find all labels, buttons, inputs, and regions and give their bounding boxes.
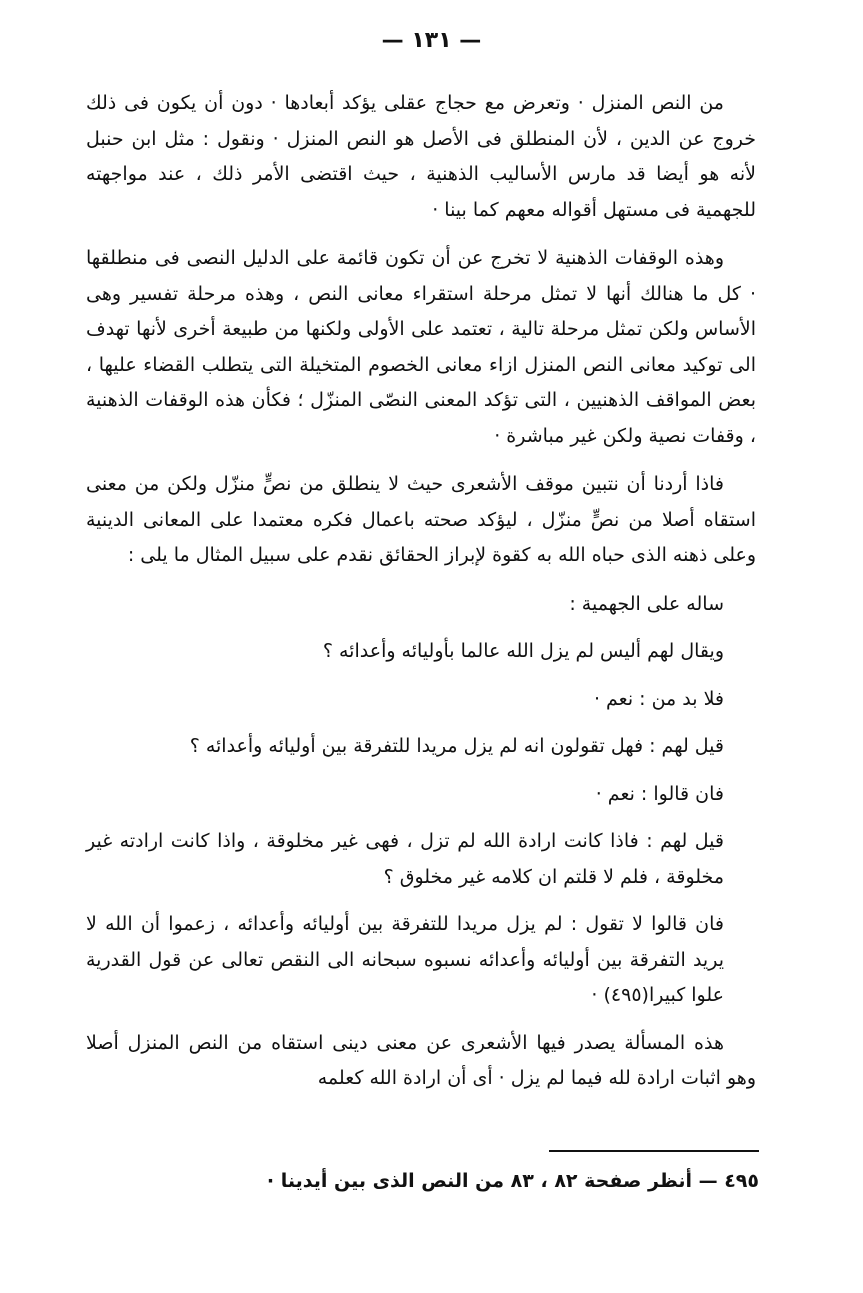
body-text (86, 86, 756, 1110)
quote-line: فان قالوا : نعم · (595, 782, 724, 805)
quote-line: فلا بد من : نعم · (593, 687, 724, 710)
paragraph: فاذا أردنا أن نتبين موقف الأشعرى حيث لا ينطلق من نصٍّ منزّل ولكن من معنى استقاه أصلا من نصٍّ منزّل ، ليؤكد صحته باعمال فكره معتمدا على المعانى الدينية وعلى ذهنه الذى حباه الله به كقوة لإبراز الحقائق نقدم على سبيل المثال ما يلى : (86, 473, 756, 566)
quote-line: فان قالوا لا تقول : لم يزل مريدا للتفرقة بين أوليائه وأعدائه ، زعموا أن الله لا يريد التفرقة بين أوليائه وأعدائه نسبوه سبحانه الى النقص تعالى عن قول القدرية علوا كبيرا(٤٩٥) · (86, 913, 724, 1006)
footnote: ٤٩٥ — أنظر صفحة ٨٢ ، ٨٣ من النص الذى بين أيدينا · (266, 1170, 759, 1192)
quote-line: ويقال لهم أليس لم يزل الله عالما بأوليائه وأعدائه ؟ (322, 640, 724, 662)
paragraph: وهذه الوقفات الذهنية لا تخرج عن أن تكون قائمة على الدليل النصى فى منطلقها · كل ما هنالك أنها لا تمثل مرحلة استقراء معانى النص ، وهذه مرحلة تفسير وهى الأساس ولكن تمثل مرحلة تالية ، تعتمد على الأولى ولكنها من طبيعة أخرى لأنها تهدف الى توكيد معانى النص المنزل ازاء معانى الخصوم المتخيلة التى يتطلب القضاء عليها ، بعض المواقف الذهنيين ، التى تؤكد المعنى النصّى المنزّل ؛ فكأن هذه الوقفات الذهنية ، وقفات نصية ولكن غير مباشرة · (86, 247, 756, 447)
footnote-divider (549, 1150, 759, 1152)
page-number: — ١٣١ — (381, 28, 482, 53)
quote-line: قيل لهم : فاذا كانت ارادة الله لم تزل ، فهى غير مخلوقة ، واذا كانت ارادته غير مخلوقة ، فلم لا قلتم ان كلامه غير مخلوق ؟ (86, 830, 724, 888)
quote-line: قيل لهم : فهل تقولون انه لم يزل مريدا للتفرقة بين أوليائه وأعدائه ؟ (189, 735, 724, 757)
quote-line: ساله على الجهمية : (569, 592, 724, 615)
paragraph: من النص المنزل · وتعرض مع حجاج عقلى يؤكد أبعادها · دون أن يكون فى ذلك خروج عن الدين ، لأن المنطلق فى الأصل هو النص المنزل · ونقول : مثل ابن حنبل لأنه هو أيضا قد مارس الأساليب الذهنية ، حيث اقتضى الأمر ذلك ، عند مواجهته للجهمية فى مستهل أقواله معهم كما بينا · (86, 92, 756, 221)
paragraph: هذه المسألة يصدر فيها الأشعرى عن معنى دينى استقاه من النص المنزل أصلا وهو اثبات ارادة لله فيما لم يزل · أى أن ارادة الله كعلمه (86, 1031, 756, 1089)
